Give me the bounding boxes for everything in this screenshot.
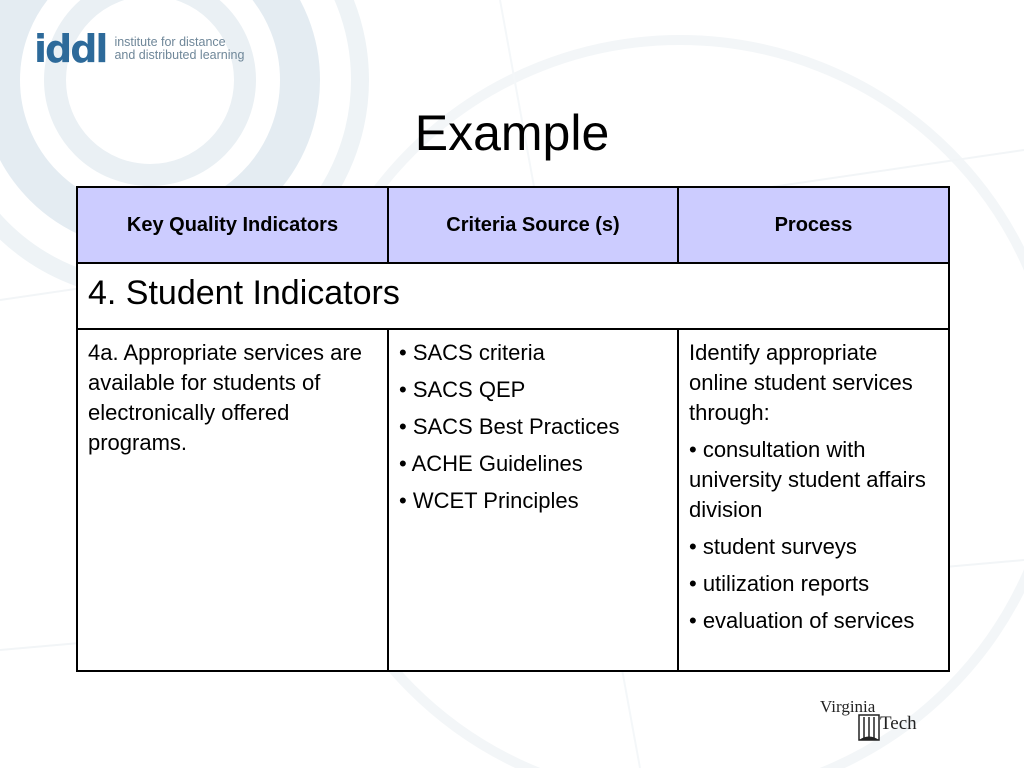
list-item: • student surveys	[689, 534, 857, 559]
section-title: 4. Student Indicators	[77, 263, 949, 329]
list-item: • WCET Principles	[399, 488, 579, 513]
list-item: • SACS QEP	[399, 377, 526, 402]
header-key-quality-indicators: Key Quality Indicators	[77, 187, 388, 263]
list-item: • ACHE Guidelines	[399, 451, 583, 476]
header-row	[77, 187, 949, 263]
list-item: • utilization reports	[689, 571, 870, 596]
virginia-tech-logo	[820, 697, 920, 747]
iddl-logo	[34, 27, 245, 71]
list-item: • consultation with university student affairs division	[689, 437, 926, 522]
process-intro: Identify appropriate online student services through:	[689, 340, 913, 425]
section-row	[77, 263, 949, 329]
logo-mark: iddl	[34, 27, 107, 71]
header-criteria-source: Criteria Source (s)	[388, 187, 678, 263]
indicator-cell	[77, 329, 388, 671]
list-item: • SACS criteria	[399, 340, 545, 365]
criteria-cell	[388, 329, 678, 671]
slide-title: Example	[414, 105, 610, 161]
logo-tagline	[114, 36, 244, 62]
vt-logo-line-2: Tech	[880, 713, 917, 734]
logo-line-1: institute for distance	[114, 35, 226, 49]
logo-line-2: and distributed learning	[114, 48, 245, 62]
list-item: • evaluation of services	[689, 608, 915, 633]
list-item: • SACS Best Practices	[399, 414, 620, 439]
quality-table	[76, 186, 950, 672]
process-cell	[678, 329, 949, 671]
vt-logo-line-1: Virginia	[820, 697, 876, 716]
building-icon	[858, 713, 880, 741]
indicator-text: 4a. Appropriate services are available for students of electronically offered programs.	[88, 340, 362, 455]
table-row	[77, 329, 949, 671]
header-process: Process	[678, 187, 949, 263]
